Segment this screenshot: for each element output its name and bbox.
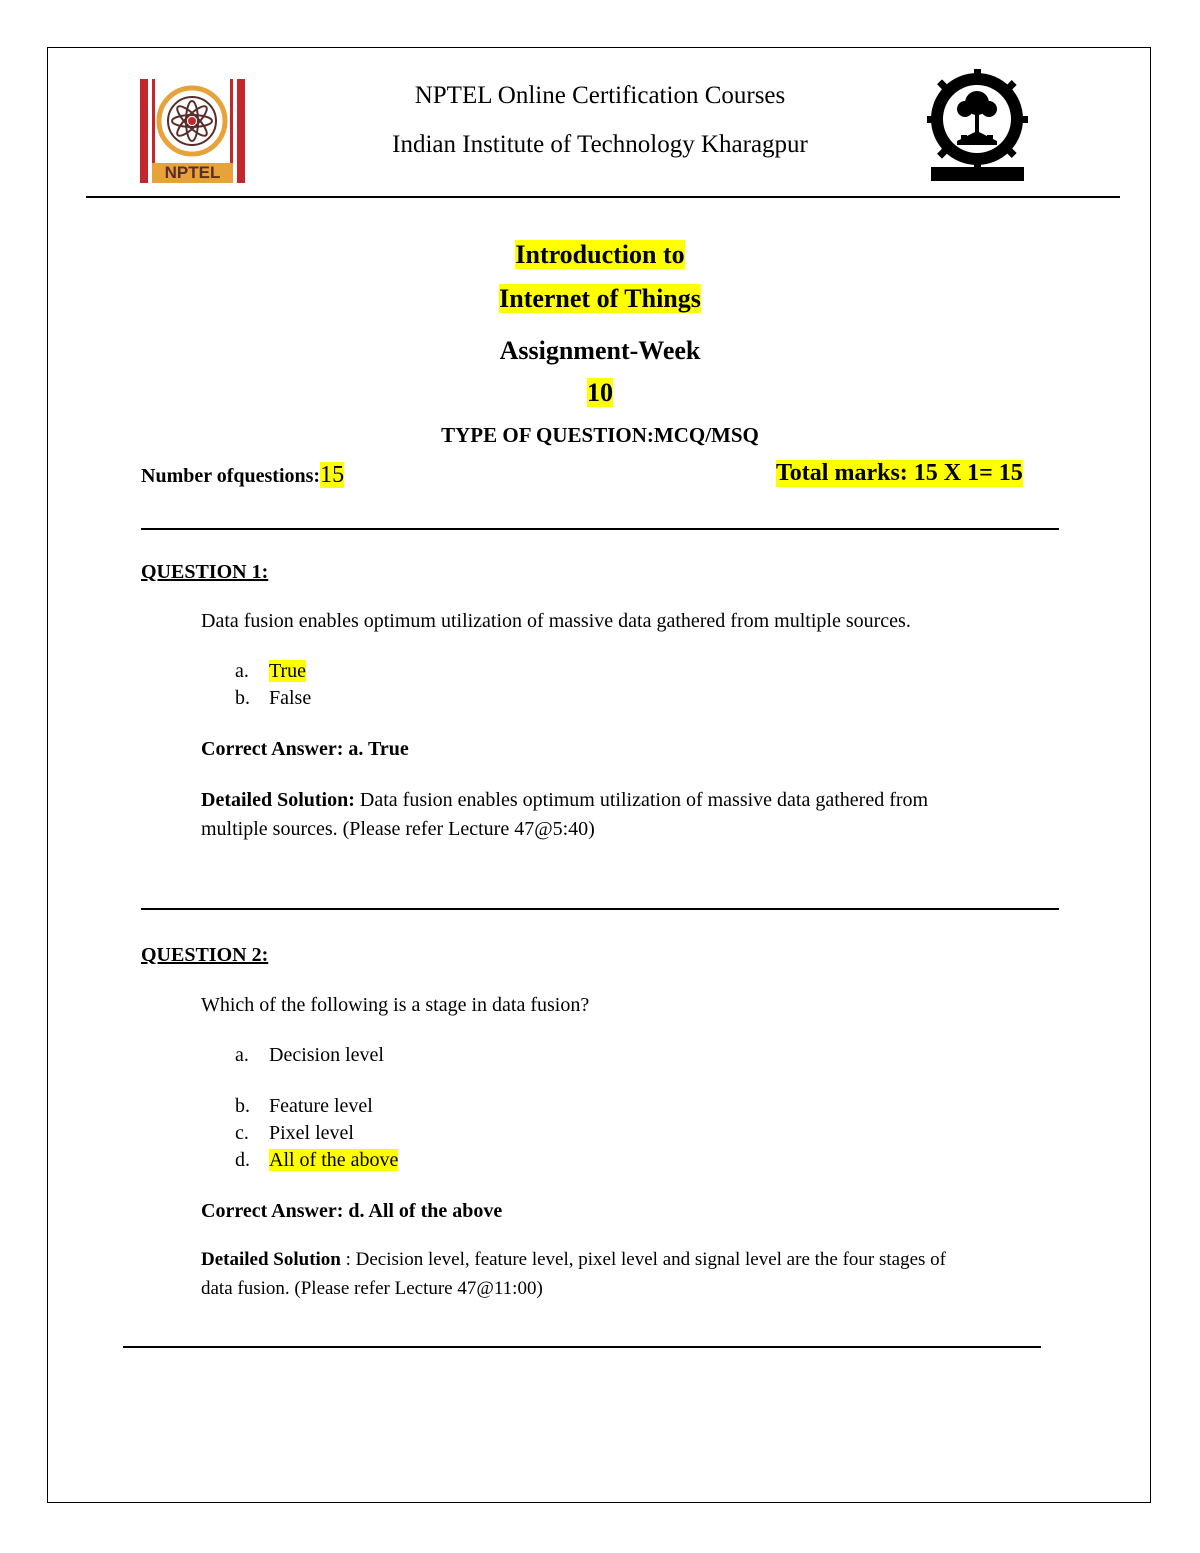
question-2-option-a: a. Decision level bbox=[235, 1044, 384, 1066]
section-divider-3 bbox=[123, 1346, 1041, 1348]
header-course-line: NPTEL Online Certification Courses bbox=[414, 82, 786, 109]
question-2-solution: Detailed Solution : Decision level, feature level, pixel level and signal level are the four stages of data fusion. (Please refer Lecture 47@11:00) bbox=[201, 1249, 946, 1299]
header-institute-line: Indian Institute of Technology Kharagpur bbox=[392, 131, 808, 158]
number-of-questions: Number ofquestions:15 bbox=[141, 462, 345, 488]
question-1-option-b: b. False bbox=[235, 687, 312, 709]
nptel-logo-text: NPTEL bbox=[164, 163, 221, 182]
question-1-solution: Detailed Solution: Data fusion enables optimum utilization of massive data gathered from multiple sources. (Please refer Lecture 47@5:40) bbox=[201, 789, 929, 840]
question-type: TYPE OF QUESTION:MCQ/MSQ bbox=[441, 423, 759, 447]
assignment-label: Assignment-Week bbox=[499, 336, 701, 365]
question-2-option-d: d. All of the above bbox=[235, 1149, 399, 1171]
header-divider bbox=[86, 196, 1120, 198]
section-divider-2 bbox=[141, 908, 1059, 910]
question-1-text: Data fusion enables optimum utilization of massive data gathered from multiple sources. bbox=[201, 610, 911, 632]
question-1-option-a: a. True bbox=[235, 660, 307, 682]
section-divider-1 bbox=[141, 528, 1059, 530]
question-1-heading: QUESTION 1: bbox=[141, 561, 269, 583]
week-number: 10 bbox=[587, 378, 613, 407]
question-2-text: Which of the following is a stage in data fusion? bbox=[201, 994, 590, 1016]
total-marks: Total marks: 15 X 1= 15 bbox=[776, 460, 1023, 486]
question-2-correct-answer: Correct Answer: d. All of the above bbox=[201, 1200, 503, 1222]
title-line-2: Internet of Things bbox=[499, 284, 701, 313]
title-line-1: Introduction to bbox=[515, 240, 685, 269]
question-2-option-c: c. Pixel level bbox=[235, 1122, 354, 1144]
question-2-option-b: b. Feature level bbox=[235, 1095, 373, 1117]
question-2-heading: QUESTION 2: bbox=[141, 944, 269, 966]
question-1-correct-answer: Correct Answer: a. True bbox=[201, 738, 409, 760]
